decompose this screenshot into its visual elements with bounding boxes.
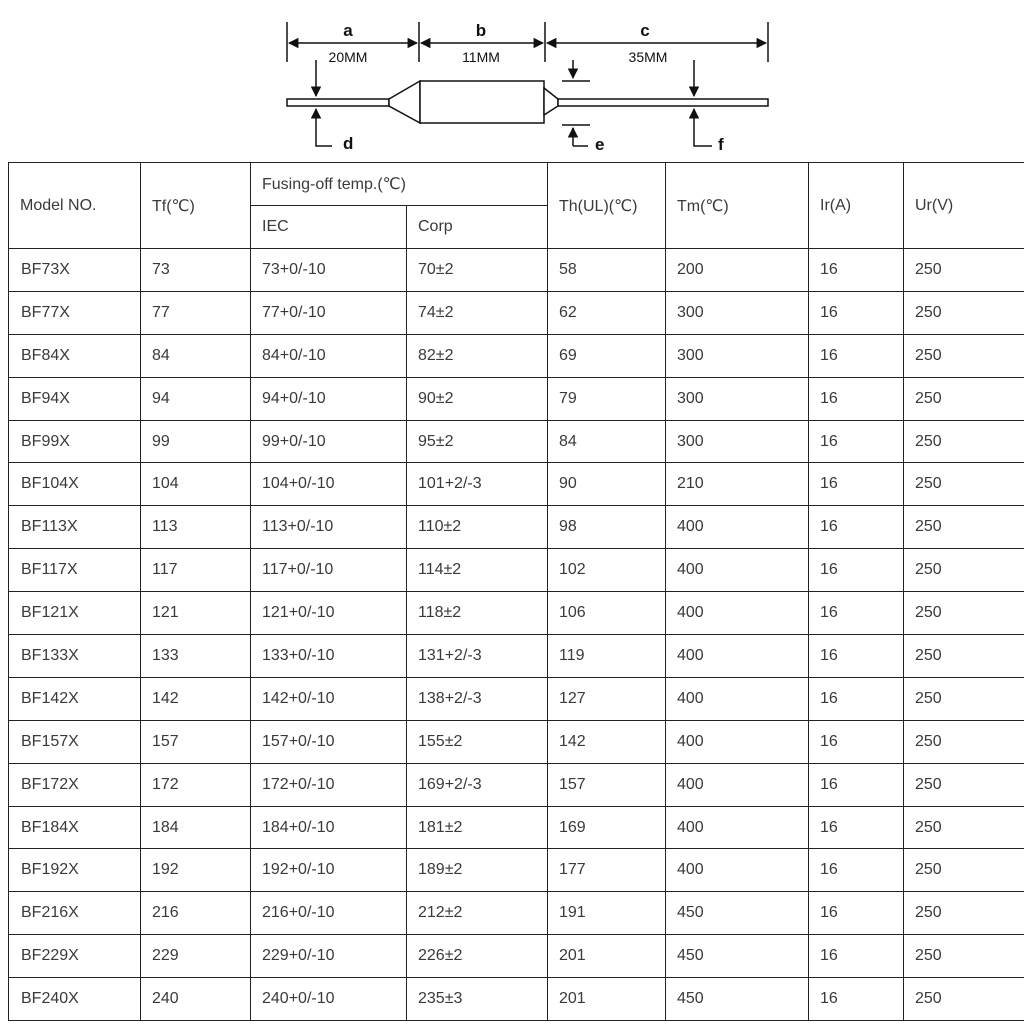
dimension-a-label: a (343, 21, 353, 40)
header-tf: Tf(℃) (141, 163, 251, 249)
cell-ir: 16 (809, 635, 904, 678)
cell-iec: 104+0/-10 (251, 463, 407, 506)
cell-iec: 84+0/-10 (251, 334, 407, 377)
cell-tm: 400 (666, 849, 809, 892)
cell-ir: 16 (809, 806, 904, 849)
cell-ir: 16 (809, 463, 904, 506)
cell-tf: 172 (141, 763, 251, 806)
cell-ir: 16 (809, 677, 904, 720)
cell-tm: 400 (666, 763, 809, 806)
table-row (9, 892, 1024, 935)
cell-tf: 192 (141, 849, 251, 892)
cell-tf: 99 (141, 420, 251, 463)
cell-corp: 70±2 (407, 249, 548, 292)
cell-ir: 16 (809, 978, 904, 1021)
cell-iec: 133+0/-10 (251, 635, 407, 678)
cell-ir: 16 (809, 549, 904, 592)
cell-ur: 250 (904, 720, 1024, 763)
table-row (9, 720, 1024, 763)
cell-th: 142 (548, 720, 666, 763)
cell-model: BF113X (9, 506, 141, 549)
cell-tm: 450 (666, 892, 809, 935)
cell-corp: 155±2 (407, 720, 548, 763)
cell-tm: 400 (666, 506, 809, 549)
table-row (9, 635, 1024, 678)
cell-iec: 73+0/-10 (251, 249, 407, 292)
dimension-a-value: 20MM (328, 49, 368, 65)
cell-th: 127 (548, 677, 666, 720)
cell-corp: 118±2 (407, 592, 548, 635)
cell-corp: 181±2 (407, 806, 548, 849)
cell-tf: 157 (141, 720, 251, 763)
cell-iec: 94+0/-10 (251, 377, 407, 420)
cell-tm: 300 (666, 377, 809, 420)
cell-tm: 210 (666, 463, 809, 506)
fuse-dimension-diagram (0, 0, 1024, 160)
cell-th: 90 (548, 463, 666, 506)
cell-tf: 84 (141, 334, 251, 377)
header-fusing-off-temp: Fusing-off temp.(℃) (251, 163, 548, 206)
cell-tf: 216 (141, 892, 251, 935)
cell-ur: 250 (904, 677, 1024, 720)
callout-f-label: f (718, 135, 724, 154)
cell-model: BF192X (9, 849, 141, 892)
cell-iec: 77+0/-10 (251, 291, 407, 334)
cell-corp: 74±2 (407, 291, 548, 334)
cell-iec: 142+0/-10 (251, 677, 407, 720)
cell-th: 62 (548, 291, 666, 334)
fuse-barrel (420, 81, 544, 123)
dimension-b-label: b (475, 21, 487, 40)
cell-iec: 113+0/-10 (251, 506, 407, 549)
cell-tm: 450 (666, 935, 809, 978)
cell-corp: 101+2/-3 (407, 463, 548, 506)
cell-ur: 250 (904, 377, 1024, 420)
cell-ur: 250 (904, 549, 1024, 592)
cell-model: BF121X (9, 592, 141, 635)
header-ir: Ir(A) (809, 163, 904, 249)
cell-tf: 229 (141, 935, 251, 978)
fuse-left-taper (389, 81, 420, 123)
cell-tm: 200 (666, 249, 809, 292)
table-row (9, 592, 1024, 635)
cell-model: BF229X (9, 935, 141, 978)
cell-th: 98 (548, 506, 666, 549)
cell-corp: 212±2 (407, 892, 548, 935)
cell-tm: 300 (666, 334, 809, 377)
cell-iec: 216+0/-10 (251, 892, 407, 935)
cell-model: BF99X (9, 420, 141, 463)
cell-corp: 90±2 (407, 377, 548, 420)
table-row (9, 463, 1024, 506)
cell-model: BF94X (9, 377, 141, 420)
table-row (9, 978, 1024, 1021)
dimension-c-value: 35MM (628, 49, 668, 65)
table-row (9, 377, 1024, 420)
cell-tm: 300 (666, 291, 809, 334)
fuse-right-lead (558, 99, 768, 106)
cell-tf: 184 (141, 806, 251, 849)
cell-tm: 450 (666, 978, 809, 1021)
cell-ir: 16 (809, 849, 904, 892)
cell-tm: 400 (666, 592, 809, 635)
cell-ur: 250 (904, 249, 1024, 292)
cell-th: 58 (548, 249, 666, 292)
cell-ur: 250 (904, 506, 1024, 549)
cell-tm: 400 (666, 549, 809, 592)
cell-ir: 16 (809, 334, 904, 377)
cell-tm: 300 (666, 420, 809, 463)
cell-iec: 192+0/-10 (251, 849, 407, 892)
table-row (9, 806, 1024, 849)
header-tm: Tm(℃) (666, 163, 809, 249)
cell-tm: 400 (666, 635, 809, 678)
cell-ur: 250 (904, 892, 1024, 935)
cell-corp: 189±2 (407, 849, 548, 892)
cell-tf: 240 (141, 978, 251, 1021)
cell-th: 201 (548, 978, 666, 1021)
cell-th: 169 (548, 806, 666, 849)
cell-ir: 16 (809, 592, 904, 635)
cell-th: 84 (548, 420, 666, 463)
cell-model: BF133X (9, 635, 141, 678)
header-th-ul: Th(UL)(℃) (548, 163, 666, 249)
table-row (9, 849, 1024, 892)
cell-model: BF184X (9, 806, 141, 849)
cell-model: BF73X (9, 249, 141, 292)
cell-ir: 16 (809, 420, 904, 463)
cell-model: BF77X (9, 291, 141, 334)
table-row (9, 506, 1024, 549)
callout-e-label: e (595, 135, 605, 154)
cell-tm: 400 (666, 806, 809, 849)
cell-tf: 142 (141, 677, 251, 720)
cell-ur: 250 (904, 635, 1024, 678)
cell-ur: 250 (904, 334, 1024, 377)
cell-model: BF84X (9, 334, 141, 377)
fuse-right-taper (544, 88, 558, 115)
cell-ur: 250 (904, 935, 1024, 978)
cell-iec: 172+0/-10 (251, 763, 407, 806)
cell-ir: 16 (809, 763, 904, 806)
cell-corp: 131+2/-3 (407, 635, 548, 678)
cell-tm: 400 (666, 677, 809, 720)
header-iec: IEC (251, 206, 407, 249)
cell-corp: 169+2/-3 (407, 763, 548, 806)
cell-model: BF172X (9, 763, 141, 806)
table-row (9, 420, 1024, 463)
cell-corp: 95±2 (407, 420, 548, 463)
cell-corp: 226±2 (407, 935, 548, 978)
cell-corp: 82±2 (407, 334, 548, 377)
cell-tf: 104 (141, 463, 251, 506)
cell-ir: 16 (809, 506, 904, 549)
cell-ur: 250 (904, 592, 1024, 635)
cell-ur: 250 (904, 763, 1024, 806)
cell-model: BF104X (9, 463, 141, 506)
cell-tm: 400 (666, 720, 809, 763)
callout-d-label: d (343, 134, 354, 153)
cell-ir: 16 (809, 720, 904, 763)
table-row (9, 935, 1024, 978)
cell-model: BF142X (9, 677, 141, 720)
cell-ir: 16 (809, 249, 904, 292)
cell-corp: 138+2/-3 (407, 677, 548, 720)
cell-tf: 77 (141, 291, 251, 334)
table-row (9, 334, 1024, 377)
cell-model: BF157X (9, 720, 141, 763)
cell-th: 106 (548, 592, 666, 635)
cell-ur: 250 (904, 806, 1024, 849)
table-row (9, 249, 1024, 292)
table-row (9, 763, 1024, 806)
cell-tf: 121 (141, 592, 251, 635)
cell-th: 157 (548, 763, 666, 806)
cell-tf: 94 (141, 377, 251, 420)
cell-iec: 117+0/-10 (251, 549, 407, 592)
header-corp: Corp (407, 206, 548, 249)
cell-ir: 16 (809, 892, 904, 935)
cell-ur: 250 (904, 291, 1024, 334)
cell-iec: 121+0/-10 (251, 592, 407, 635)
cell-ir: 16 (809, 291, 904, 334)
dimension-b-value: 11MM (462, 49, 500, 65)
cell-iec: 229+0/-10 (251, 935, 407, 978)
cell-corp: 114±2 (407, 549, 548, 592)
cell-model: BF240X (9, 978, 141, 1021)
header-model: Model NO. (9, 163, 141, 249)
table-row (9, 677, 1024, 720)
cell-iec: 99+0/-10 (251, 420, 407, 463)
cell-iec: 184+0/-10 (251, 806, 407, 849)
cell-th: 119 (548, 635, 666, 678)
cell-ir: 16 (809, 935, 904, 978)
cell-tf: 133 (141, 635, 251, 678)
cell-corp: 235±3 (407, 978, 548, 1021)
spec-table-body (9, 249, 1024, 1021)
cell-tf: 73 (141, 249, 251, 292)
cell-model: BF117X (9, 549, 141, 592)
cell-corp: 110±2 (407, 506, 548, 549)
table-row (9, 291, 1024, 334)
cell-th: 69 (548, 334, 666, 377)
cell-ir: 16 (809, 377, 904, 420)
cell-th: 79 (548, 377, 666, 420)
cell-ur: 250 (904, 849, 1024, 892)
cell-model: BF216X (9, 892, 141, 935)
cell-th: 102 (548, 549, 666, 592)
cell-tf: 113 (141, 506, 251, 549)
cell-tf: 117 (141, 549, 251, 592)
cell-ur: 250 (904, 978, 1024, 1021)
cell-ur: 250 (904, 463, 1024, 506)
spec-table (8, 162, 1024, 1021)
fuse-body (287, 81, 768, 123)
cell-ur: 250 (904, 420, 1024, 463)
dimension-c-label: c (640, 21, 650, 40)
table-row (9, 549, 1024, 592)
cell-th: 177 (548, 849, 666, 892)
cell-th: 191 (548, 892, 666, 935)
cell-th: 201 (548, 935, 666, 978)
fuse-left-lead (287, 99, 389, 106)
cell-iec: 157+0/-10 (251, 720, 407, 763)
cell-iec: 240+0/-10 (251, 978, 407, 1021)
header-ur: Ur(V) (904, 163, 1024, 249)
